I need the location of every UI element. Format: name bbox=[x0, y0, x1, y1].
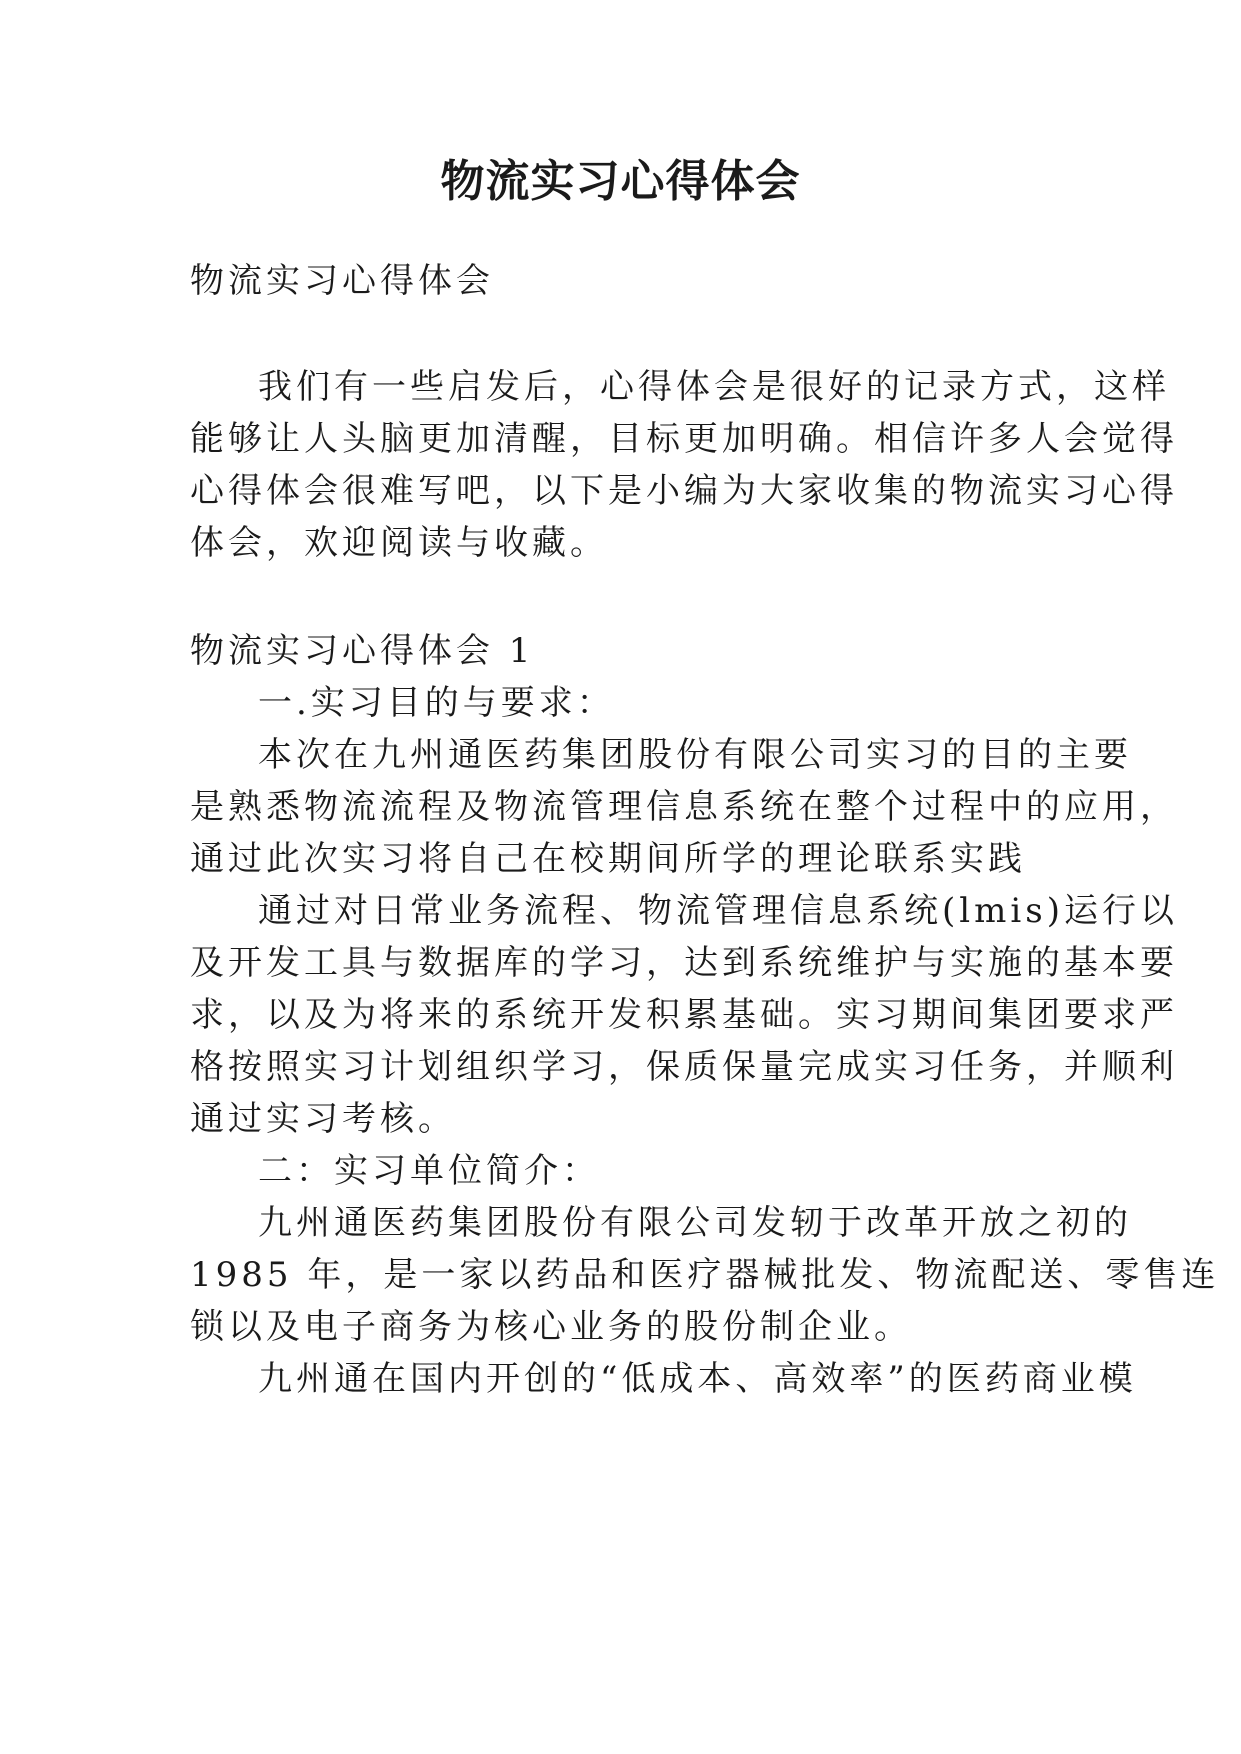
intro-line-4: 体会，欢迎阅读与收藏。 bbox=[190, 523, 608, 563]
body-line: 通过实习考核。 bbox=[190, 1099, 456, 1139]
body-line: 及开发工具与数据库的学习，达到系统维护与实施的基本要 bbox=[190, 943, 1178, 983]
body-line: 格按照实习计划组织学习，保质保量完成实习任务，并顺利 bbox=[190, 1047, 1178, 1087]
sub-heading-purpose: 一.实习目的与要求： bbox=[258, 683, 615, 723]
document-title: 物流实习心得体会 bbox=[440, 156, 801, 207]
intro-line-2: 能够让人头脑更加清醒，目标更加明确。相信许多人会觉得 bbox=[190, 419, 1178, 459]
sub-heading-company: 二：实习单位简介： bbox=[258, 1151, 600, 1191]
body-line: 九州通医药集团股份有限公司发轫于改革开放之初的 bbox=[258, 1203, 1132, 1243]
body-line: 求，以及为将来的系统开发积累基础。实习期间集团要求严 bbox=[190, 995, 1178, 1035]
body-line: 通过对日常业务流程、物流管理信息系统(lmis)运行以 bbox=[258, 891, 1178, 931]
body-line: 九州通在国内开创的“低成本、高效率”的医药商业模 bbox=[258, 1359, 1137, 1399]
body-line: 通过此次实习将自己在校期间所学的理论联系实践 bbox=[190, 839, 1026, 879]
intro-line-3: 心得体会很难写吧，以下是小编为大家收集的物流实习心得 bbox=[190, 471, 1178, 511]
body-line: 是熟悉物流流程及物流管理信息系统在整个过程中的应用， bbox=[190, 787, 1178, 827]
body-line: 锁以及电子商务为核心业务的股份制企业。 bbox=[190, 1307, 912, 1347]
subtitle-line: 物流实习心得体会 bbox=[190, 261, 494, 301]
section-heading: 物流实习心得体会 1 bbox=[190, 631, 535, 671]
intro-line-1: 我们有一些启发后，心得体会是很好的记录方式，这样 bbox=[258, 367, 1170, 407]
body-line: 1985 年，是一家以药品和医疗器械批发、物流配送、零售连 bbox=[190, 1255, 1220, 1295]
body-line: 本次在九州通医药集团股份有限公司实习的目的主要 bbox=[258, 735, 1132, 775]
